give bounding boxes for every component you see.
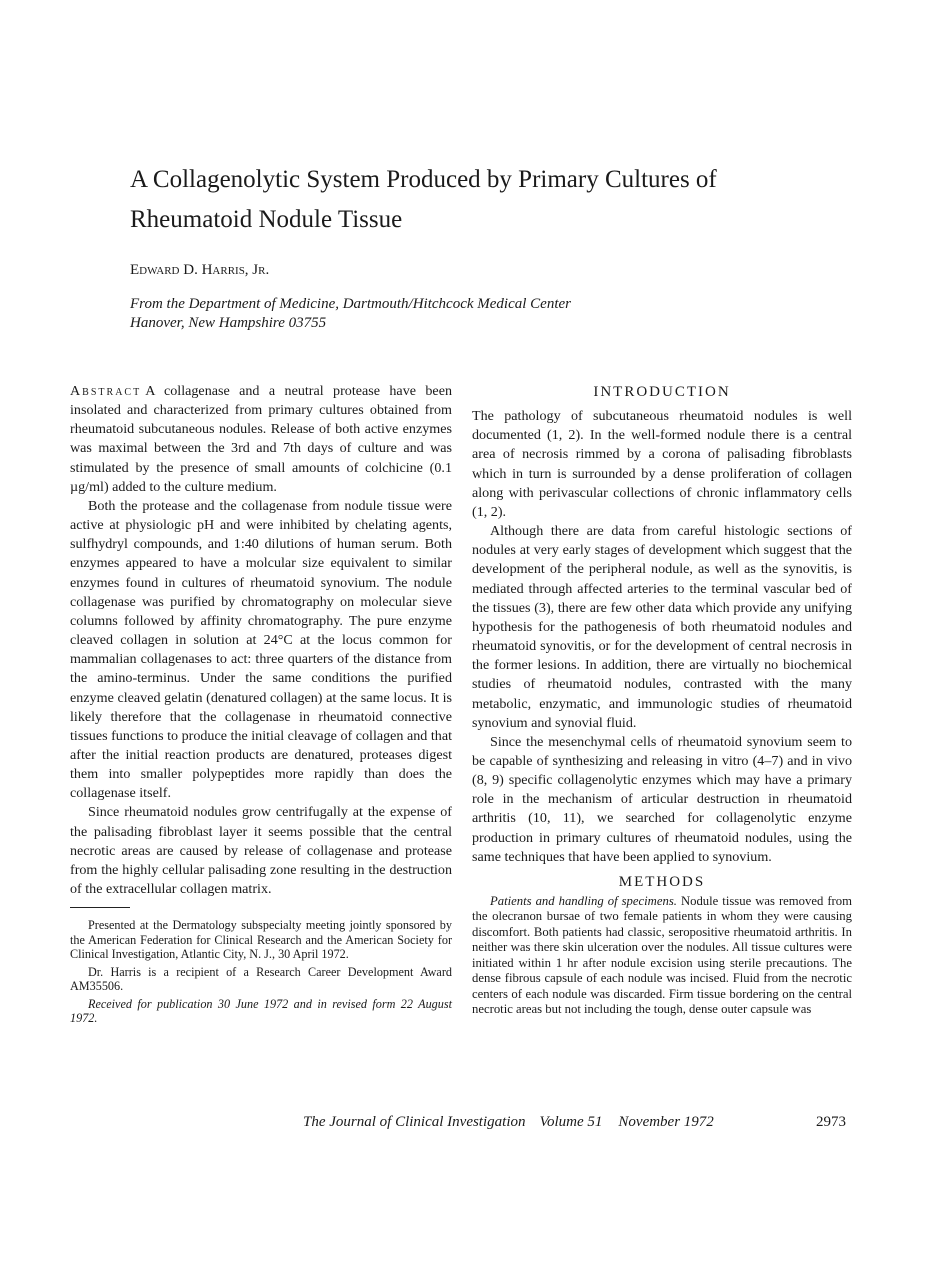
journal-volume: Volume 51	[539, 1114, 603, 1130]
methods-section	[472, 894, 852, 1017]
footnote-received: Received for publication 30 June 1972 and in revised form 22 August 1972.	[70, 996, 452, 1026]
running-footer	[303, 1114, 714, 1131]
left-column	[70, 382, 452, 1026]
affiliation	[130, 295, 830, 333]
methods-heading: METHODS	[618, 873, 706, 890]
author-name: Edward D. Harris, Jr.	[130, 262, 270, 278]
page-number: 2973	[816, 1114, 846, 1130]
article-title: A Collagenolytic System Produced by Primary Cultures of Rheumatoid Nodule Tissue	[130, 166, 717, 233]
right-column	[472, 383, 852, 1017]
abstract-paragraph-3: Since rheumatoid nodules grow centrifugally at the expense of the palisading fibroblast layer it seems possible that the central necrotic areas are caused by release of collagenase and protease from the highly cellular palisading zone resulting in the destruction of the extracellular collagen matrix.	[70, 804, 452, 898]
introduction-paragraph-2: Although there are data from careful histologic sections of nodules at very early stages of development which suggest that the development of the peripheral nodule, as well as the synovitis, is mediated through affected arteries to the terminal vascular bed of the tissues (3), there are few other data which provide any unifying hypothesis for the pathogenesis of both rheumatoid nodules and rheumatoid synovitis, or for the development of central necrosis in the former lesions. In addition, there are virtually no biochemical studies of rheumatoid nodules, contrasted with the many metabolic, enzymatic, and immunologic studies of rheumatoid synovium and synovial fluid.	[472, 523, 852, 731]
footnote-divider	[70, 907, 130, 908]
footnote-presented: Presented at the Dermatology subspecialty meeting jointly sponsored by the American Federation for Clinical Research and the American Society for Clinical Investigation, Atlantic City, N. J., 30 April 1972.	[70, 918, 452, 962]
journal-date: November 1972	[618, 1114, 714, 1130]
journal-name: The Journal of Clinical Investigation	[303, 1114, 526, 1130]
affiliation-line-2: Hanover, New Hampshire 03755	[130, 315, 327, 331]
methods-paragraph: Patients and handling of specimens. Nodule tissue was removed from the olecranon bursae of two female patients in whom they were causing discomfort. Both patients had classic, seropositive rheumatoid arthritis. In neither was there skin ulceration over the nodules. All tissue cultures were initiated within 1 hr after nodule excision using sterile precautions. The dense fibrous capsule of each nodule was incised. Fluid from the necrotic centers of each nodule was discarded. Firm tissue bordering on the central necrotic areas but not including the tough, dense outer capsule was	[472, 894, 852, 1016]
introduction-heading: INTRODUCTION	[593, 384, 731, 400]
footnotes	[70, 918, 452, 1026]
affiliation-line-1: From the Department of Medicine, Dartmouth/Hitchcock Medical Center	[130, 296, 571, 312]
methods-subheading: Patients and handling of specimens.	[490, 894, 677, 909]
abstract-paragraph-1: Abstract A collagenase and a neutral protease have been insolated and characterized from primary cultures obtained from rheumatoid subcutaneous nodules. Release of both active enzymes was maximal between the 3rd and 7th days of culture and was stimulated by the presence of small amounts of colchicine (0.1 µg/ml) added to the culture medium.	[70, 383, 452, 495]
abstract-label: Abstract	[70, 383, 142, 399]
abstract-paragraph-2: Both the protease and the collagenase from nodule tissue were active at physiologic pH and were inhibited by chelating agents, sulfhydryl compounds, and 1:40 dilutions of human serum. Both enzymes appeared to have a molcular size equivalent to similar enzymes found in cultures of rheumatoid synovium. The nodule collagenase was purified by chromatography on molecular sieve columns followed by affinity chromatography. The pure enzyme cleaved collagen in solution at 24°C at the locus common for mammalian collagenases to act: three quarters of the distance from the amino-terminus. Under the same conditions the purified enzyme cleaved gelatin (denatured collagen) at the same locus. It is likely therefore that the collagenase in rheumatoid connective tissues functions to produce the initial cleavage of collagen and that after the initial reaction products are denatured, proteases digest them into smaller polypeptides more rapidly than does the collagenase itself.	[70, 497, 452, 802]
footnote-award: Dr. Harris is a recipient of a Research Career Development Award AM35506.	[70, 964, 452, 994]
introduction-paragraph-1: The pathology of subcutaneous rheumatoid nodules is well documented (1, 2). In the well-formed nodule there is a central area of necrosis rimmed by a corona of palisading fibroblasts which in turn is surrounded by a dense proliferation of collagen along with perivascular collections of chronic inflammatory cells (1, 2).	[472, 408, 852, 520]
introduction-paragraph-3: Since the mesenchymal cells of rheumatoid synovium seem to be capable of synthesizing and releasing in vitro (4–7) and in vivo (8, 9) specific collagenolytic enzymes which may have a primary role in the mechanism of articular destruction in rheumatoid arthritis (10, 11), we searched for collagenolytic enzyme production in primary cultures of rheumatoid nodules, using the same techniques that have been applied to synovium.	[472, 733, 852, 865]
